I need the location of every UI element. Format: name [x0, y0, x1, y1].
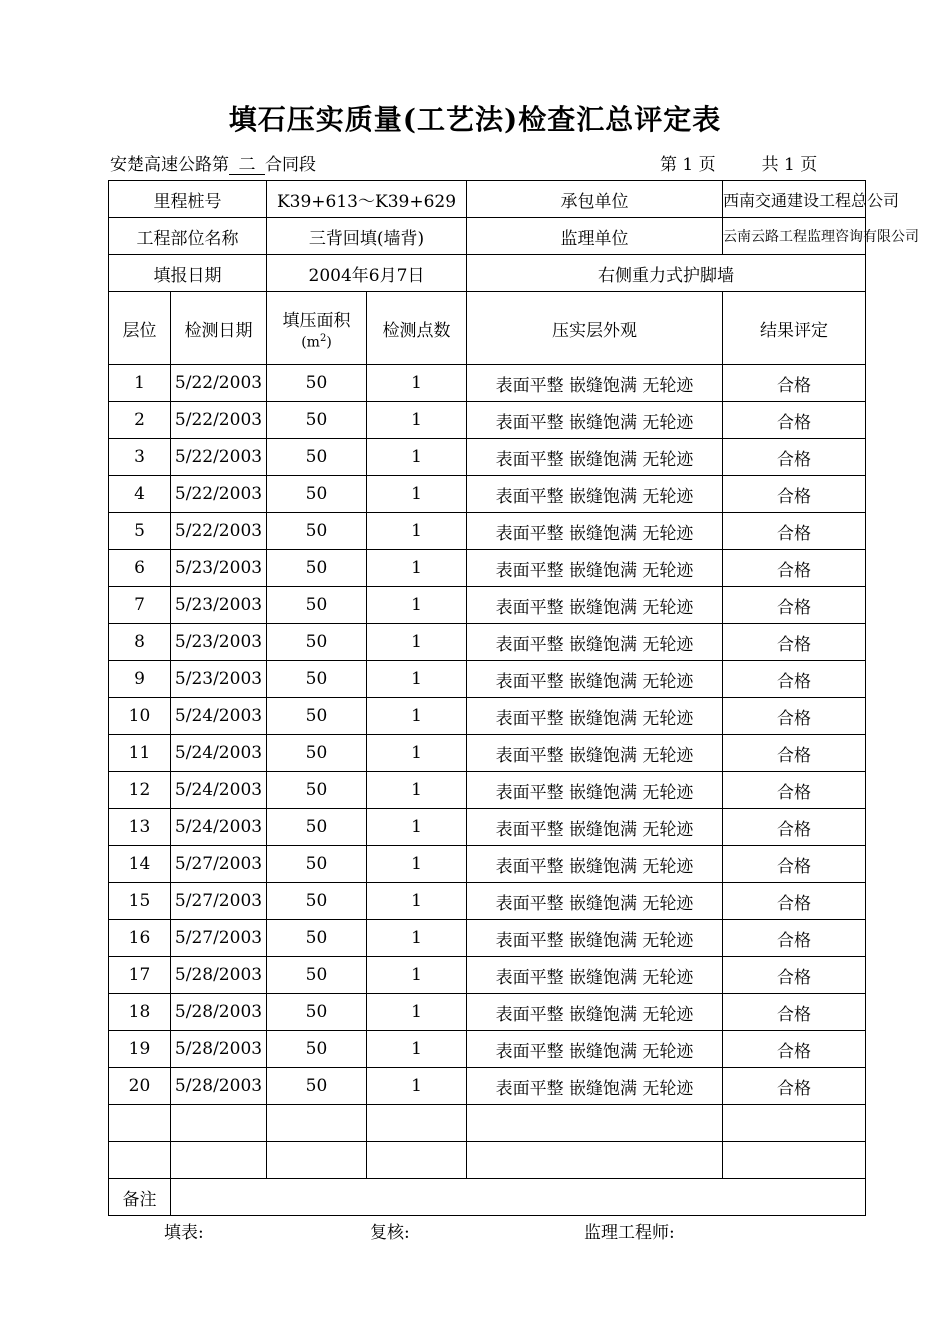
points-cell: 1 [367, 735, 467, 772]
project-suffix: 合同段 [265, 155, 316, 175]
column-header-row [109, 292, 866, 365]
result-cell: 合格 [723, 735, 866, 772]
area-cell: 50 [267, 920, 367, 957]
layer-cell: 3 [109, 439, 171, 476]
col-area-unit [267, 331, 366, 351]
appearance-cell: 表面平整 嵌缝饱满 无轮迹 [467, 624, 723, 661]
table-row [109, 439, 866, 476]
supervisor-value: 云南云路工程监理咨询有限公司 [723, 218, 866, 255]
appearance-cell: 表面平整 嵌缝饱满 无轮迹 [467, 883, 723, 920]
result-cell: 合格 [723, 809, 866, 846]
appearance-cell: 表面平整 嵌缝饱满 无轮迹 [467, 476, 723, 513]
result-cell: 合格 [723, 439, 866, 476]
points-cell: 1 [367, 957, 467, 994]
layer-cell: 4 [109, 476, 171, 513]
check-date-cell: 5/28/2003 [171, 957, 267, 994]
points-cell: 1 [367, 550, 467, 587]
layer-cell: 6 [109, 550, 171, 587]
layer-cell: 14 [109, 846, 171, 883]
result-cell: 合格 [723, 698, 866, 735]
wall-description: 右侧重力式护脚墙 [467, 255, 866, 292]
area-cell: 50 [267, 994, 367, 1031]
check-date-cell: 5/22/2003 [171, 365, 267, 402]
date-value: 2004年6月7日 [267, 255, 467, 292]
location-label: 工程部位名称 [109, 218, 267, 255]
check-date-cell: 5/22/2003 [171, 513, 267, 550]
col-appearance: 压实层外观 [467, 292, 723, 365]
points-cell: 1 [367, 772, 467, 809]
result-cell: 合格 [723, 402, 866, 439]
remarks-row [109, 1179, 866, 1216]
col-check-date: 检测日期 [171, 292, 267, 365]
appearance-cell: 表面平整 嵌缝饱满 无轮迹 [467, 1068, 723, 1105]
filled-by-label: 填表: [164, 1223, 204, 1243]
col-result: 结果评定 [723, 292, 866, 365]
table-row [109, 735, 866, 772]
appearance-cell: 表面平整 嵌缝饱满 无轮迹 [467, 661, 723, 698]
appearance-cell: 表面平整 嵌缝饱满 无轮迹 [467, 772, 723, 809]
area-cell: 50 [267, 809, 367, 846]
table-row [109, 846, 866, 883]
check-date-cell: 5/23/2003 [171, 661, 267, 698]
layer-cell: 15 [109, 883, 171, 920]
area-cell: 50 [267, 439, 367, 476]
info-row-3 [109, 255, 866, 292]
table-row [109, 365, 866, 402]
table-row [109, 994, 866, 1031]
table-row [109, 957, 866, 994]
points-cell: 1 [367, 661, 467, 698]
layer-cell: 10 [109, 698, 171, 735]
table-row [109, 1031, 866, 1068]
result-cell: 合格 [723, 550, 866, 587]
contractor-value: 西南交通建设工程总公司 [723, 181, 866, 218]
date-label: 填报日期 [109, 255, 267, 292]
unit-suffix: ) [326, 334, 332, 351]
points-cell: 1 [367, 587, 467, 624]
area-cell: 50 [267, 661, 367, 698]
area-cell: 50 [267, 513, 367, 550]
points-cell: 1 [367, 846, 467, 883]
check-date-cell: 5/27/2003 [171, 920, 267, 957]
page-title: 填石压实质量(工艺法)检查汇总评定表 [228, 103, 722, 136]
table-row [109, 698, 866, 735]
result-cell: 合格 [723, 476, 866, 513]
table-row [109, 402, 866, 439]
check-date-cell: 5/28/2003 [171, 1031, 267, 1068]
area-cell: 50 [267, 624, 367, 661]
table-row [109, 772, 866, 809]
points-cell: 1 [367, 402, 467, 439]
engineer-label: 监理工程师: [584, 1223, 675, 1243]
points-cell: 1 [367, 1031, 467, 1068]
points-cell: 1 [367, 994, 467, 1031]
result-cell: 合格 [723, 365, 866, 402]
layer-cell: 9 [109, 661, 171, 698]
project-line [110, 150, 316, 175]
check-date-cell: 5/22/2003 [171, 476, 267, 513]
result-cell: 合格 [723, 883, 866, 920]
project-prefix: 安楚高速公路第 [110, 155, 229, 175]
mileage-label: 里程桩号 [109, 181, 267, 218]
area-cell: 50 [267, 402, 367, 439]
points-cell: 1 [367, 476, 467, 513]
area-cell: 50 [267, 772, 367, 809]
result-cell: 合格 [723, 624, 866, 661]
area-cell: 50 [267, 365, 367, 402]
reviewed-by-label: 复核: [370, 1223, 410, 1243]
table-row [109, 661, 866, 698]
appearance-cell: 表面平整 嵌缝饱满 无轮迹 [467, 365, 723, 402]
unit-sup: 2 [319, 332, 327, 344]
location-value: 三背回填(墙背) [267, 218, 467, 255]
inspection-table [108, 180, 919, 1216]
layer-cell: 20 [109, 1068, 171, 1105]
area-cell: 50 [267, 550, 367, 587]
info-row-1 [109, 181, 866, 218]
table-row [109, 476, 866, 513]
area-cell: 50 [267, 698, 367, 735]
area-cell: 50 [267, 587, 367, 624]
col-points: 检测点数 [367, 292, 467, 365]
area-cell: 50 [267, 476, 367, 513]
total-pages: 1 [784, 155, 795, 175]
appearance-cell: 表面平整 嵌缝饱满 无轮迹 [467, 587, 723, 624]
points-cell: 1 [367, 365, 467, 402]
points-cell: 1 [367, 439, 467, 476]
points-cell: 1 [367, 513, 467, 550]
col-layer: 层位 [109, 292, 171, 365]
result-cell: 合格 [723, 661, 866, 698]
table-row [109, 550, 866, 587]
points-cell: 1 [367, 1068, 467, 1105]
points-cell: 1 [367, 809, 467, 846]
info-row-2 [109, 218, 866, 255]
appearance-cell: 表面平整 嵌缝饱满 无轮迹 [467, 846, 723, 883]
appearance-cell: 表面平整 嵌缝饱满 无轮迹 [467, 698, 723, 735]
layer-cell: 5 [109, 513, 171, 550]
result-cell: 合格 [723, 920, 866, 957]
area-cell: 50 [267, 957, 367, 994]
check-date-cell: 5/24/2003 [171, 735, 267, 772]
col-area-label: 填压面积 [282, 310, 351, 331]
total-unit: 页 [800, 155, 818, 175]
appearance-cell: 表面平整 嵌缝饱满 无轮迹 [467, 550, 723, 587]
check-date-cell: 5/28/2003 [171, 1068, 267, 1105]
appearance-cell: 表面平整 嵌缝饱满 无轮迹 [467, 513, 723, 550]
result-cell: 合格 [723, 1031, 866, 1068]
points-cell: 1 [367, 624, 467, 661]
supervisor-label: 监理单位 [467, 218, 723, 255]
check-date-cell: 5/23/2003 [171, 624, 267, 661]
result-cell: 合格 [723, 1068, 866, 1105]
page-unit: 页 [698, 155, 716, 175]
table-row [109, 513, 866, 550]
check-date-cell: 5/28/2003 [171, 994, 267, 1031]
result-cell: 合格 [723, 513, 866, 550]
page-number: 1 [682, 155, 694, 175]
layer-cell: 18 [109, 994, 171, 1031]
layer-cell: 7 [109, 587, 171, 624]
check-date-cell: 5/24/2003 [171, 772, 267, 809]
check-date-cell: 5/23/2003 [171, 550, 267, 587]
points-cell: 1 [367, 698, 467, 735]
check-date-cell: 5/22/2003 [171, 439, 267, 476]
appearance-cell: 表面平整 嵌缝饱满 无轮迹 [467, 439, 723, 476]
appearance-cell: 表面平整 嵌缝饱满 无轮迹 [467, 957, 723, 994]
layer-cell: 12 [109, 772, 171, 809]
page-label: 第 [660, 155, 677, 175]
layer-cell: 13 [109, 809, 171, 846]
appearance-cell: 表面平整 嵌缝饱满 无轮迹 [467, 735, 723, 772]
layer-cell: 19 [109, 1031, 171, 1068]
result-cell: 合格 [723, 846, 866, 883]
check-date-cell: 5/27/2003 [171, 883, 267, 920]
page-indicator [660, 150, 817, 175]
area-cell: 50 [267, 735, 367, 772]
check-date-cell: 5/27/2003 [171, 846, 267, 883]
check-date-cell: 5/23/2003 [171, 587, 267, 624]
check-date-cell: 5/24/2003 [171, 698, 267, 735]
table-row [109, 587, 866, 624]
appearance-cell: 表面平整 嵌缝饱满 无轮迹 [467, 402, 723, 439]
table-row [109, 624, 866, 661]
appearance-cell: 表面平整 嵌缝饱满 无轮迹 [467, 920, 723, 957]
points-cell: 1 [367, 883, 467, 920]
layer-cell: 16 [109, 920, 171, 957]
result-cell: 合格 [723, 772, 866, 809]
check-date-cell: 5/22/2003 [171, 402, 267, 439]
appearance-cell: 表面平整 嵌缝饱满 无轮迹 [467, 1031, 723, 1068]
area-cell: 50 [267, 846, 367, 883]
appearance-cell: 表面平整 嵌缝饱满 无轮迹 [467, 809, 723, 846]
layer-cell: 1 [109, 365, 171, 402]
total-label: 共 [761, 155, 779, 175]
unit-prefix: (m [301, 334, 320, 351]
check-date-cell: 5/24/2003 [171, 809, 267, 846]
layer-cell: 11 [109, 735, 171, 772]
layer-cell: 8 [109, 624, 171, 661]
remarks-label: 备注 [109, 1179, 171, 1216]
layer-cell: 2 [109, 402, 171, 439]
result-cell: 合格 [723, 994, 866, 1031]
area-cell: 50 [267, 1031, 367, 1068]
points-cell: 1 [367, 920, 467, 957]
col-area [267, 292, 367, 365]
area-cell: 50 [267, 1068, 367, 1105]
area-cell: 50 [267, 883, 367, 920]
layer-cell: 17 [109, 957, 171, 994]
result-cell: 合格 [723, 957, 866, 994]
table-row [109, 809, 866, 846]
table-row [109, 1068, 866, 1105]
blank-row [109, 1142, 866, 1179]
contractor-label: 承包单位 [467, 181, 723, 218]
blank-row [109, 1105, 866, 1142]
appearance-cell: 表面平整 嵌缝饱满 无轮迹 [467, 994, 723, 1031]
remarks-content [171, 1179, 866, 1216]
mileage-value: K39+613～K39+629 [267, 181, 467, 218]
contract-number: 二 [229, 157, 265, 175]
table-row [109, 920, 866, 957]
table-row [109, 883, 866, 920]
result-cell: 合格 [723, 587, 866, 624]
